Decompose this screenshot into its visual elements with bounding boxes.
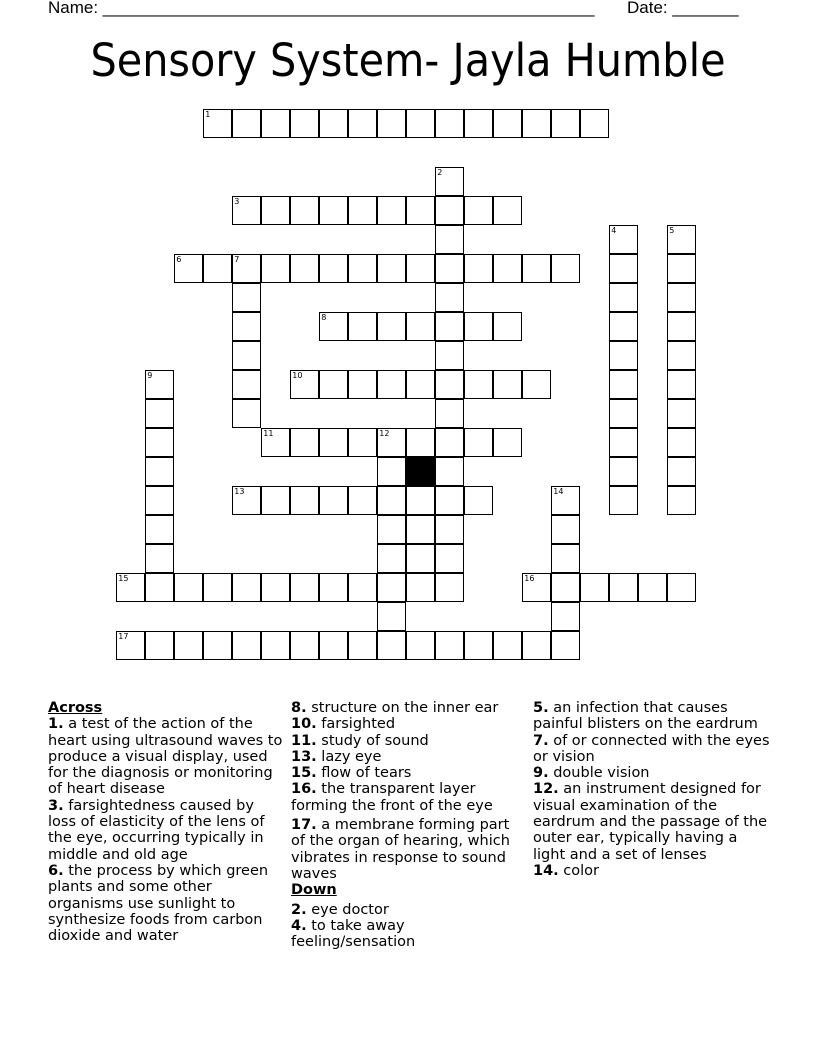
- grid-cell[interactable]: [609, 428, 638, 457]
- grid-cell[interactable]: [232, 109, 261, 138]
- grid-cell[interactable]: [435, 544, 464, 573]
- clue-across-11: 11. study of sound: [291, 732, 429, 749]
- grid-cell[interactable]: [203, 573, 232, 602]
- clue-number: 5: [669, 226, 675, 236]
- grid-cell[interactable]: [290, 631, 319, 660]
- grid-cell[interactable]: [232, 486, 261, 515]
- grid-cell[interactable]: [667, 312, 696, 341]
- grid-cell[interactable]: [406, 486, 435, 515]
- grid-cell[interactable]: [174, 573, 203, 602]
- grid-cell[interactable]: [551, 515, 580, 544]
- grid-cell[interactable]: [290, 254, 319, 283]
- grid-cell[interactable]: [551, 544, 580, 573]
- clue-down-7: 7. of or connected with the eyes or vision: [533, 732, 770, 765]
- clue-number: 11: [263, 429, 274, 439]
- grid-cell[interactable]: [290, 428, 319, 457]
- grid-cell[interactable]: [203, 109, 232, 138]
- grid-cell[interactable]: [377, 109, 406, 138]
- grid-cell[interactable]: [667, 457, 696, 486]
- grid-cell[interactable]: [145, 515, 174, 544]
- grid-cell[interactable]: [261, 428, 290, 457]
- grid-cell[interactable]: [522, 254, 551, 283]
- clue-down-14: 14. color: [533, 862, 600, 879]
- grid-cell[interactable]: [609, 341, 638, 370]
- grid-cell[interactable]: [435, 486, 464, 515]
- clue-across-8: 8. structure on the inner ear: [291, 700, 499, 716]
- clue-across-15: 15. flow of tears: [291, 765, 412, 782]
- grid-cell[interactable]: [145, 370, 174, 399]
- grid-cell[interactable]: [348, 573, 377, 602]
- grid-cell[interactable]: [145, 544, 174, 573]
- clue-across-6: 6. the process by which green plants and some other organisms use sunlight to synthesize foods from carbon dioxide and water: [48, 862, 269, 945]
- grid-cell[interactable]: [551, 486, 580, 515]
- grid-cell[interactable]: [667, 399, 696, 428]
- grid-cell[interactable]: [667, 573, 696, 602]
- grid-cell[interactable]: [435, 631, 464, 660]
- grid-cell[interactable]: [232, 573, 261, 602]
- grid-cell[interactable]: [377, 312, 406, 341]
- grid-cell[interactable]: [348, 428, 377, 457]
- grid-cell[interactable]: [667, 428, 696, 457]
- grid-cell[interactable]: [551, 254, 580, 283]
- grid-cell[interactable]: [377, 428, 406, 457]
- grid-cell[interactable]: [145, 457, 174, 486]
- clue-across-16: 16. the transparent layer forming the front of the eye: [291, 781, 493, 814]
- grid-cell[interactable]: [377, 457, 406, 486]
- clue-number: 12: [379, 429, 390, 439]
- grid-cell[interactable]: [609, 370, 638, 399]
- grid-cell[interactable]: [232, 283, 261, 312]
- clue-number: 3: [234, 197, 240, 207]
- grid-cell[interactable]: [464, 254, 493, 283]
- grid-cell[interactable]: [493, 631, 522, 660]
- grid-cell[interactable]: [406, 631, 435, 660]
- grid-cell[interactable]: [551, 631, 580, 660]
- grid-cell[interactable]: [435, 283, 464, 312]
- grid-cell[interactable]: [522, 631, 551, 660]
- grid-cell[interactable]: [174, 254, 203, 283]
- grid-cell[interactable]: [493, 254, 522, 283]
- grid-cell[interactable]: [377, 254, 406, 283]
- grid-cell[interactable]: [667, 341, 696, 370]
- grid-cell[interactable]: [319, 109, 348, 138]
- clue-across-3: 3. farsightedness caused by loss of elasticity of the lens of the eye, occurring typically in middle and old age: [48, 797, 265, 863]
- clues-column-3: [533, 700, 773, 879]
- grid-cell[interactable]: [261, 254, 290, 283]
- grid-cell[interactable]: [232, 399, 261, 428]
- date-field-label: Date: _______: [627, 0, 739, 17]
- grid-cell[interactable]: [667, 283, 696, 312]
- clue-number: 7: [234, 255, 240, 265]
- grid-cell[interactable]: [493, 109, 522, 138]
- clue-down-12: 12. an instrument designed for visual examination of the eardrum and the passage of the outer ear, typically having a light and a set of lenses: [533, 781, 768, 863]
- clue-across-17: 17. a membrane forming part of the organ of hearing, which vibrates in response to sound waves: [291, 817, 510, 882]
- grid-cell[interactable]: [203, 254, 232, 283]
- grid-cell[interactable]: [290, 370, 319, 399]
- grid-cell[interactable]: [319, 486, 348, 515]
- grid-cell[interactable]: [464, 196, 493, 225]
- grid-cell[interactable]: [232, 370, 261, 399]
- grid-cell[interactable]: [377, 196, 406, 225]
- grid-cell[interactable]: [551, 109, 580, 138]
- clue-across-10: 10. farsighted: [291, 716, 396, 733]
- clue-number: 16: [524, 574, 535, 584]
- grid-cell[interactable]: [406, 428, 435, 457]
- grid-cell[interactable]: [493, 312, 522, 341]
- clues-column-2: [291, 700, 519, 950]
- grid-cell[interactable]: [319, 312, 348, 341]
- grid-cell[interactable]: [290, 573, 319, 602]
- grid-cell[interactable]: [319, 370, 348, 399]
- grid-cell[interactable]: [435, 167, 464, 196]
- grid-cell[interactable]: [145, 631, 174, 660]
- page-title: Sensory System- Jayla Humble: [90, 34, 726, 87]
- grid-cell[interactable]: [522, 573, 551, 602]
- grid-cell[interactable]: [435, 457, 464, 486]
- grid-cell[interactable]: [232, 196, 261, 225]
- grid-cell[interactable]: [435, 573, 464, 602]
- clue-down-9: 9. double vision: [533, 765, 650, 782]
- grid-cell[interactable]: [348, 312, 377, 341]
- grid-cell[interactable]: [435, 312, 464, 341]
- grid-cell[interactable]: [551, 602, 580, 631]
- grid-cell[interactable]: [377, 544, 406, 573]
- grid-cell[interactable]: [319, 573, 348, 602]
- clue-number: 4: [611, 226, 617, 236]
- grid-cell[interactable]: [406, 109, 435, 138]
- grid-cell[interactable]: [435, 341, 464, 370]
- grid-cell[interactable]: [435, 254, 464, 283]
- black-cell: [406, 457, 435, 486]
- grid-cell[interactable]: [522, 109, 551, 138]
- grid-cell[interactable]: [609, 254, 638, 283]
- grid-cell[interactable]: [232, 341, 261, 370]
- clue-across-13: 13. lazy eye: [291, 748, 382, 765]
- grid-cell[interactable]: [406, 254, 435, 283]
- grid-cell[interactable]: [290, 486, 319, 515]
- grid-cell[interactable]: [377, 515, 406, 544]
- grid-cell[interactable]: [667, 486, 696, 515]
- clue-number: 6: [176, 255, 182, 265]
- grid-cell[interactable]: [464, 370, 493, 399]
- grid-cell[interactable]: [464, 428, 493, 457]
- grid-cell[interactable]: [116, 631, 145, 660]
- grid-cell[interactable]: [348, 109, 377, 138]
- grid-cell[interactable]: [261, 573, 290, 602]
- clue-number: 17: [118, 632, 129, 642]
- clues-column-1: [48, 700, 286, 944]
- grid-cell[interactable]: [435, 196, 464, 225]
- grid-cell[interactable]: [435, 515, 464, 544]
- grid-cell[interactable]: [319, 428, 348, 457]
- grid-cell[interactable]: [377, 573, 406, 602]
- clue-number: 9: [147, 371, 153, 381]
- grid-cell[interactable]: [580, 109, 609, 138]
- grid-cell[interactable]: [174, 631, 203, 660]
- clue-number: 8: [321, 313, 327, 323]
- clue-number: 10: [292, 371, 303, 381]
- grid-cell[interactable]: [609, 486, 638, 515]
- grid-cell[interactable]: [232, 254, 261, 283]
- grid-cell[interactable]: [261, 631, 290, 660]
- grid-cell[interactable]: [464, 109, 493, 138]
- clue-down-4: 4. to take away feeling/sensation: [291, 917, 416, 951]
- grid-cell[interactable]: [145, 486, 174, 515]
- grid-cell[interactable]: [348, 486, 377, 515]
- grid-cell[interactable]: [319, 196, 348, 225]
- grid-cell[interactable]: [493, 196, 522, 225]
- grid-cell[interactable]: [435, 399, 464, 428]
- grid-cell[interactable]: [609, 312, 638, 341]
- name-field-label: Name: ____________________________________________________: [48, 0, 595, 17]
- grid-cell[interactable]: [406, 573, 435, 602]
- grid-cell[interactable]: [261, 109, 290, 138]
- grid-cell[interactable]: [435, 428, 464, 457]
- grid-cell[interactable]: [609, 399, 638, 428]
- grid-cell[interactable]: [609, 283, 638, 312]
- clue-across-1: 1. a test of the action of the heart using ultrasound waves to produce a visual display, used for the diagnosis or monitoring of heart disease: [48, 716, 283, 798]
- grid-cell[interactable]: [348, 631, 377, 660]
- grid-cell[interactable]: [377, 602, 406, 631]
- grid-cell[interactable]: [493, 370, 522, 399]
- grid-cell[interactable]: [319, 631, 348, 660]
- grid-cell[interactable]: [609, 225, 638, 254]
- grid-cell[interactable]: [348, 196, 377, 225]
- grid-cell[interactable]: [551, 573, 580, 602]
- clue-number: 14: [553, 487, 564, 497]
- grid-cell[interactable]: [145, 428, 174, 457]
- grid-cell[interactable]: [667, 370, 696, 399]
- grid-cell[interactable]: [319, 254, 348, 283]
- grid-cell[interactable]: [348, 370, 377, 399]
- grid-cell[interactable]: [348, 254, 377, 283]
- clue-number: 1: [205, 110, 211, 120]
- grid-cell[interactable]: [580, 573, 609, 602]
- grid-cell[interactable]: [667, 254, 696, 283]
- grid-cell[interactable]: [667, 225, 696, 254]
- grid-cell[interactable]: [435, 225, 464, 254]
- grid-cell[interactable]: [377, 486, 406, 515]
- grid-cell[interactable]: [638, 573, 667, 602]
- clue-down-5: 5. an infection that causes painful blisters on the eardrum: [533, 700, 758, 733]
- grid-cell[interactable]: [203, 631, 232, 660]
- grid-cell[interactable]: [464, 631, 493, 660]
- grid-cell[interactable]: [406, 196, 435, 225]
- clue-number: 15: [118, 574, 129, 584]
- grid-cell[interactable]: [145, 399, 174, 428]
- grid-cell[interactable]: [609, 573, 638, 602]
- grid-cell[interactable]: [290, 109, 319, 138]
- grid-cell[interactable]: [261, 486, 290, 515]
- grid-cell[interactable]: [406, 544, 435, 573]
- clue-number: 2: [437, 168, 443, 178]
- grid-cell[interactable]: [377, 370, 406, 399]
- clue-down-2: 2. eye doctor: [291, 901, 389, 918]
- down-heading: Down: [291, 882, 337, 899]
- grid-cell[interactable]: [261, 196, 290, 225]
- grid-cell[interactable]: [406, 370, 435, 399]
- grid-cell[interactable]: [522, 370, 551, 399]
- grid-cell[interactable]: [406, 515, 435, 544]
- grid-cell[interactable]: [493, 428, 522, 457]
- grid-cell[interactable]: [609, 457, 638, 486]
- grid-cell[interactable]: [464, 486, 493, 515]
- grid-cell[interactable]: [290, 196, 319, 225]
- grid-cell[interactable]: [145, 573, 174, 602]
- grid-cell[interactable]: [232, 312, 261, 341]
- grid-cell[interactable]: [406, 312, 435, 341]
- clue-number: 13: [234, 487, 245, 497]
- grid-cell[interactable]: [435, 109, 464, 138]
- grid-cell[interactable]: [116, 573, 145, 602]
- grid-cell[interactable]: [232, 631, 261, 660]
- grid-cell[interactable]: [435, 370, 464, 399]
- grid-cell[interactable]: [377, 631, 406, 660]
- across-heading: Across: [48, 700, 103, 716]
- grid-cell[interactable]: [464, 312, 493, 341]
